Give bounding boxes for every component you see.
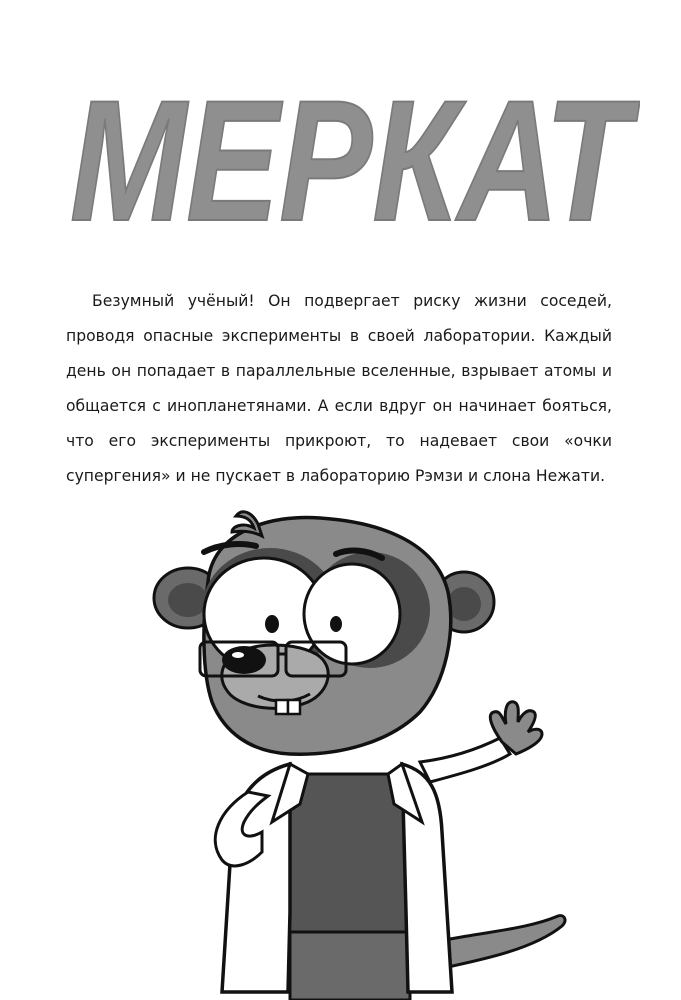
meerkat-illustration bbox=[140, 492, 580, 1000]
right-arm bbox=[420, 738, 510, 782]
tooth-left bbox=[276, 700, 288, 714]
left-ear-inner bbox=[168, 583, 208, 617]
nose bbox=[222, 646, 266, 674]
right-pupil bbox=[330, 616, 342, 632]
meerkat-scientist-drawing bbox=[140, 492, 580, 1000]
title-graphic bbox=[60, 70, 640, 240]
tooth-right bbox=[288, 700, 300, 714]
page-title bbox=[60, 70, 640, 240]
right-eye bbox=[304, 564, 400, 664]
nose-highlight bbox=[232, 652, 244, 658]
title-text: МЕРКАТ bbox=[70, 70, 640, 240]
hair-tuft bbox=[232, 512, 262, 536]
character-description: Безумный учёный! Он подвергает риску жизни соседей, проводя опасные эксперименты в своей лаборатории. Каждый день он попадает в параллельные вселенные, взрывает атомы и общается с инопланетянами. А если вдруг он начинает бояться, что его эксперименты прикроют, то надевает свои «очки супергения» и не пускает в лабораторию Рэмзи и слона Нежати. bbox=[66, 292, 612, 485]
left-pupil bbox=[265, 615, 279, 633]
